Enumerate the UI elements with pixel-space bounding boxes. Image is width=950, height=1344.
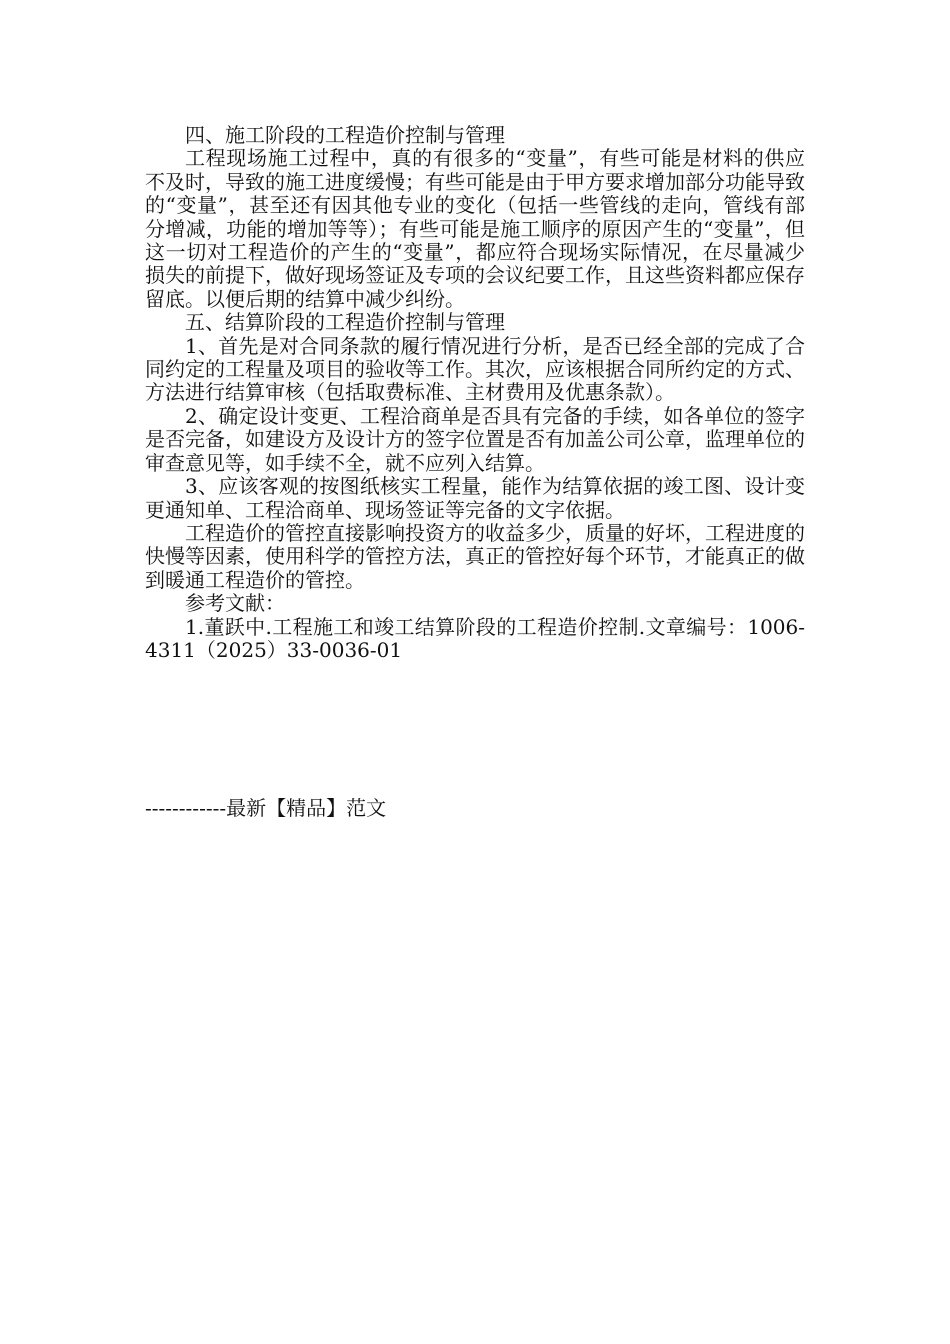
document-body <box>145 124 805 662</box>
paragraph-settlement-item-3: 3、应该客观的按图纸核实工程量，能作为结算依据的竣工图、设计变更通知单、工程洽商单、现场签证等完备的文字依据。 <box>145 474 805 522</box>
paragraph-construction-variables: 工程现场施工过程中，真的有很多的“变量”，有些可能是材料的供应不及时，导致的施工进度缓慢；有些可能是由于甲方要求增加部分功能导致的“变量”，甚至还有因其他专业的变化（包括一些管线的走向，管线有部分增减，功能的增加等等）；有些可能是施工顺序的原因产生的“变量”，但这一切对工程造价的产生的“变量”，都应符合现场实际情况，在尽量减少损失的前提下，做好现场签证及专项的会议纪要工作，且这些资料都应保存留底。以便后期的结算中减少纠纷。 <box>145 146 805 311</box>
section-heading-settlement: 五、结算阶段的工程造价控制与管理 <box>185 310 505 335</box>
section-heading-construction: 四、施工阶段的工程造价控制与管理 <box>185 123 505 147</box>
paragraph-settlement-item-1: 1、首先是对合同条款的履行情况进行分析，是否已经全部的完成了合同约定的工程量及项目的验收等工作。其次，应该根据合同所约定的方式、方法进行结算审核（包括取费标准、主材费用及优惠条款）。 <box>145 333 805 405</box>
paragraph-settlement-item-2: 2、确定设计变更、工程洽商单是否具有完备的手续，如各单位的签字是否完备，如建设方及设计方的签字位置是否有加盖公司公章，监理单位的审查意见等，如手续不全，就不应列入结算。 <box>145 403 805 475</box>
paragraph-conclusion: 工程造价的管控直接影响投资方的收益多少，质量的好坏，工程进度的快慢等因素，使用科学的管控方法，真正的管控好每个环节，才能真正的做到暖通工程造价的管控。 <box>145 520 805 592</box>
references-heading: 参考文献： <box>185 591 285 616</box>
reference-item-1: 1.董跃中.工程施工和竣工结算阶段的工程造价控制.文章编号：1006-4311（2025）33-0036-01 <box>145 614 805 662</box>
document-footer: ------------最新【精品】范文 <box>145 796 387 820</box>
